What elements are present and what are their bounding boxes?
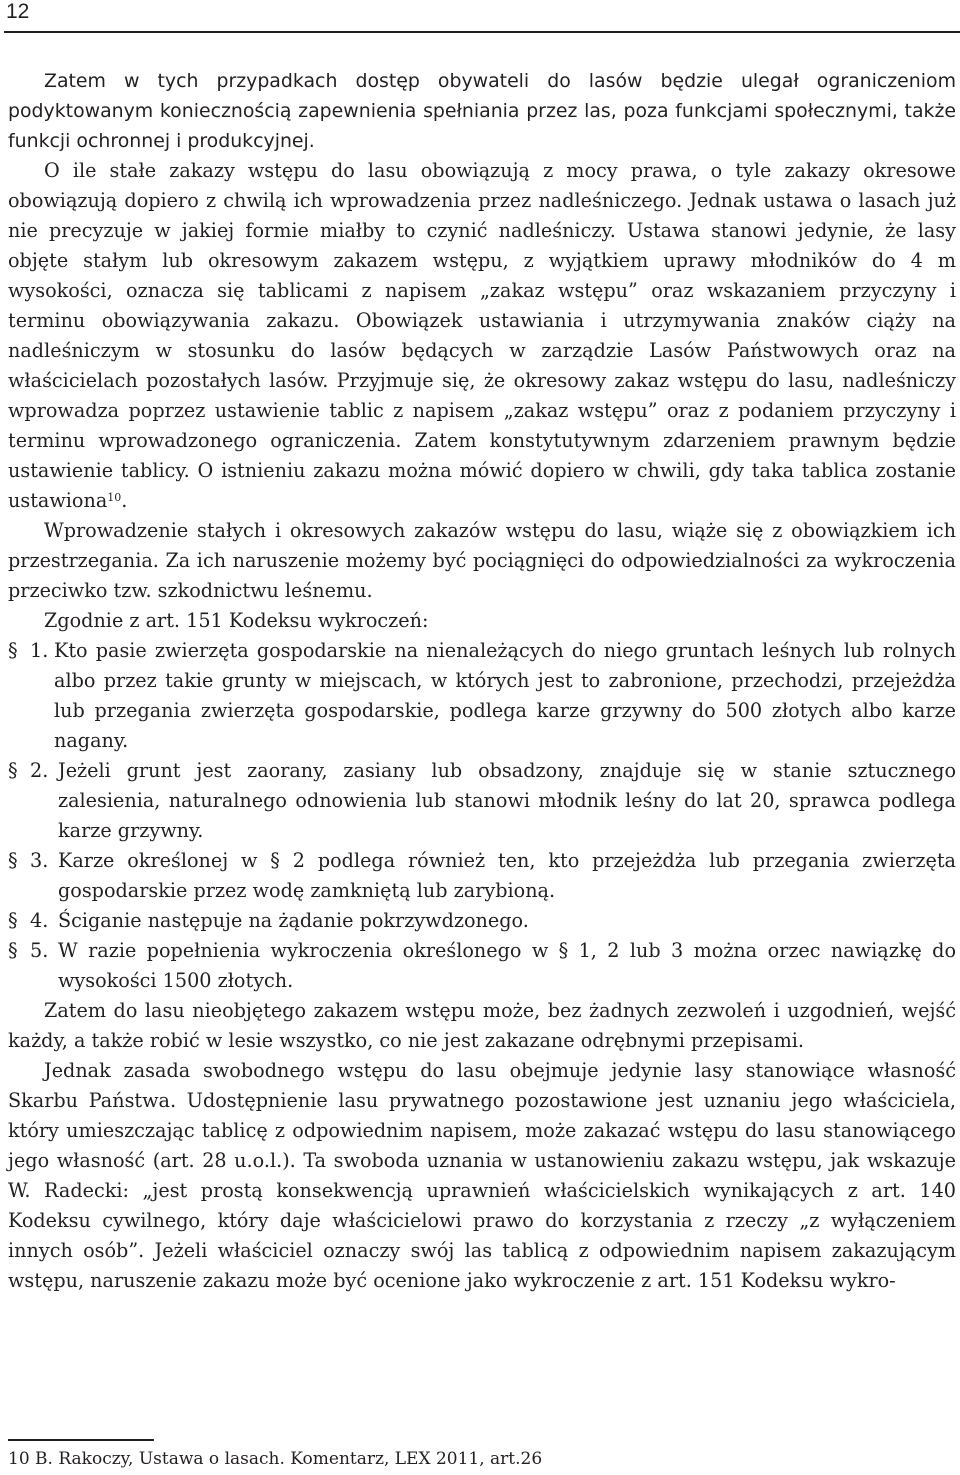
footnote-rule <box>8 1439 154 1441</box>
paragraph-intro: Zatem w tych przypadkach dostęp obywateli do lasów będzie ulegał ograniczeniom podyktowanym koniecznością zapewnienia spełniania przez las, poza funkcjami społecznymi, także funkcji ochronnej i produkcyjnej. <box>8 70 956 152</box>
paragraph-closures-text: O ile stałe zakazy wstępu do lasu obowiązują z mocy prawa, o tyle zakazy okresowe obowiązują dopiero z chwilą ich wprowadzenia przez nadleśniczego. Jednak ustawa o lasach już nie precyzuje w jakiej formie miałby to czynić nadleśniczy. Ustawa stanowi jedynie, że lasy objęte stałym lub okresowym zakazem wstępu, z wyjątkiem uprawy młodników do 4 m wysokości, oznacza się tablicami z napisem „zakaz wstępu” oraz wskazaniem przyczyny i terminu obowiązywania zakazu. Obowiązek ustawiania i utrzymywania znaków ciąży na nadleśniczym w stosunku do lasów będących w zarządzie Lasów Państwowych oraz na właścicielach pozostałych lasów. Przyjmuje się, że okresowy zakaz wstępu do lasu, nadleśniczy wprowadza poprzez ustawienie tablic z napisem „zakaz wstępu” oraz z podaniem przyczyny i terminu wprowadzonego ograniczenia. Zatem konstytutywnym zdarzeniem prawnym będzie ustawienie tablicy. O istnieniu zakazu można mówić dopiero w chwili, gdy taka tablica zostanie ustawiona <box>8 159 956 512</box>
footnote: 10 B. Rakoczy, Ustawa o lasach. Komentarz, LEX 2011, art.26 <box>8 1449 543 1469</box>
article-item <box>8 636 956 756</box>
article-item-text: W razie popełnienia wykroczenia określonego w § 1, 2 lub 3 można orzec nawiązkę do wysokości 1500 złotych. <box>58 939 956 992</box>
article-item-number: 3. <box>30 849 49 872</box>
paragraph-closures-end: . <box>121 489 128 512</box>
article-item-text: Ściganie następuje na żądanie pokrzywdzonego. <box>58 909 529 932</box>
article-item-number: 5. <box>30 939 49 962</box>
section-sign: § <box>8 909 18 932</box>
article-item <box>8 906 956 936</box>
body-text <box>8 66 956 1296</box>
article-item-text: Karze określonej w § 2 podlega również ten, kto przejeżdża lub przegania zwierzęta gospodarskie przez wodę zamkniętą lub zarybioną. <box>58 849 956 902</box>
paragraph-obligations: Wprowadzenie stałych i okresowych zakazów wstępu do lasu, wiąże się z obowiązkiem ich przestrzegania. Za ich naruszenie możemy być pociągnięci do odpowiedzialności za wykroczenia przeciwko tzw. szkodnictwu leśnemu. <box>8 519 956 602</box>
article-item-text: Kto pasie zwierzęta gospodarskie na nienależących do niego gruntach leśnych lub rolnych albo przez takie grunty w miejscach, w których jest to zabronione, przechodzi, przejeżdża lub przegania zwierzęta gospodarskie, podlega karze grzywny do 500 złotych albo karze nagany. <box>54 639 956 752</box>
section-sign: § <box>8 639 18 662</box>
article-item <box>8 846 956 906</box>
article-item <box>8 756 956 846</box>
article-item-number: 2. <box>30 759 49 782</box>
footnote-reference[interactable]: 10 <box>107 491 122 504</box>
page-header <box>4 0 960 32</box>
article-item-number: 1. <box>30 639 49 662</box>
paragraph-private-forest: Jednak zasada swobodnego wstępu do lasu obejmuje jedynie lasy stanowiące własność Skarbu Państwa. Udostępnienie lasu prywatnego pozostawione jest uznaniu jego właściciela, który umieszczając tablicę z odpowiednim napisem, może zakazać wstępu do lasu stanowiącego jego własność (art. 28 u.o.l.). Ta swoboda uznania w ustanowieniu zakazu wstępu, jak wskazuje W. Radecki: „jest prostą konsekwencją uprawnień właścicielskich wynikających z art. 140 Kodeksu cywilnego, który daje właścicielowi prawo do korzystania z rzeczy „z wyłączeniem innych osób”. Jeżeli właściciel oznaczy swój las tablicą z odpowiednim napisem zakazującym wstępu, naruszenie zakazu może być ocenione jako wykroczenie z art. 151 Kodeksu wykro- <box>8 1059 956 1292</box>
article-item-text: Jeżeli grunt jest zaorany, zasiany lub obsadzony, znajduje się w stanie sztucznego zalesienia, naturalnego odnowienia lub stanowi młodnik leśny do lat 20, sprawca podlega karze grzywny. <box>58 759 956 842</box>
header-rule <box>4 31 960 33</box>
paragraph-free-access: Zatem do lasu nieobjętego zakazem wstępu może, bez żadnych zezwoleń i uzgodnień, wejść każdy, a także robić w lesie wszystko, co nie jest zakazane odrębnymi przepisami. <box>8 999 956 1052</box>
section-sign: § <box>8 849 18 872</box>
paragraph-article-intro: Zgodnie z art. 151 Kodeksu wykroczeń: <box>44 609 429 632</box>
page-number: 12 <box>6 0 30 23</box>
article-item-number: 4. <box>30 909 49 932</box>
paragraph-closures <box>8 156 956 516</box>
section-sign: § <box>8 759 18 782</box>
article-item <box>8 936 956 996</box>
section-sign: § <box>8 939 18 962</box>
